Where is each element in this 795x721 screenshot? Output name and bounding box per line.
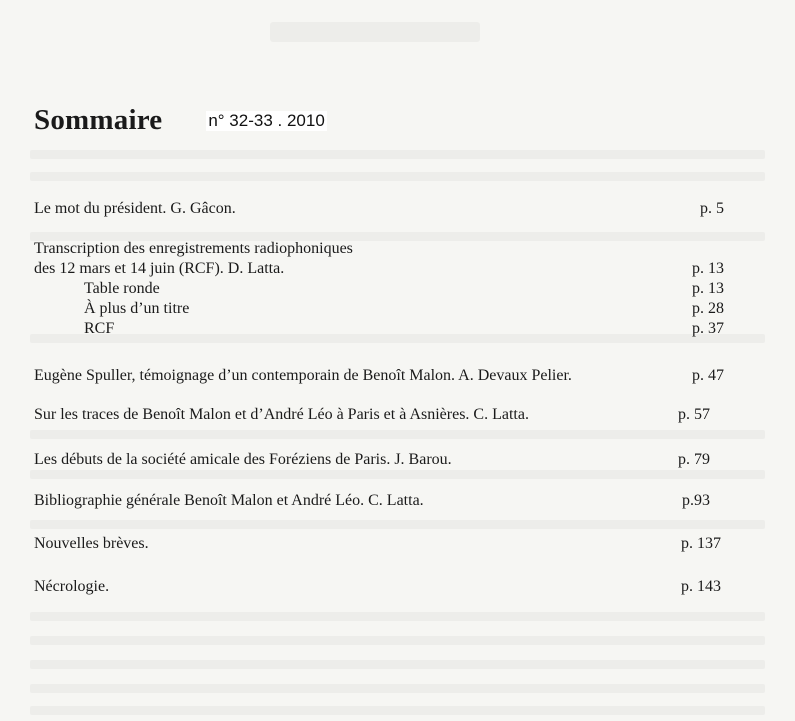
toc-entry-title: Nécrologie. <box>34 578 110 595</box>
bleed-through-line <box>30 660 765 669</box>
toc-entry-title: Transcription des enregistrements radiophoniques <box>34 240 353 257</box>
toc-subitem <box>34 299 724 319</box>
toc-entry-title: Les débuts de la société amicale des Foréziens de Paris. J. Barou. <box>34 451 452 468</box>
toc-header <box>34 104 327 137</box>
toc-entry <box>34 577 721 597</box>
toc-entry-title: Sur les traces de Benoît Malon et d’André Léo à Paris et à Asnières. C. Latta. <box>34 406 529 423</box>
bleed-through-line <box>30 470 765 479</box>
toc-subitem-title: À plus d’un titre <box>84 300 190 317</box>
toc-entry-title: Eugène Spuller, témoignage d’un contemporain de Benoît Malon. A. Devaux Pelier. <box>34 367 572 384</box>
bleed-through-line <box>30 150 765 159</box>
toc-subitem-page: p. 28 <box>692 300 724 317</box>
toc-entry <box>34 405 710 425</box>
bleed-through-line <box>30 684 765 693</box>
toc-entry-page: p. 47 <box>692 367 724 384</box>
toc-subitem-title: Table ronde <box>84 280 160 297</box>
toc-entry-page: p. 143 <box>681 578 721 595</box>
toc-subitem <box>34 279 724 299</box>
toc-entry <box>34 366 724 386</box>
toc-entry-page: p. 57 <box>678 406 710 423</box>
toc-entry <box>34 199 724 219</box>
toc-entry-title: Nouvelles brèves. <box>34 535 149 552</box>
bleed-through-line <box>30 520 765 529</box>
bleed-through-line <box>30 636 765 645</box>
page-title: Sommaire <box>34 104 163 136</box>
bleed-through-line <box>30 612 765 621</box>
bleed-through-title <box>270 22 480 42</box>
toc-entry <box>34 239 724 339</box>
toc-entry-page: p. 137 <box>681 535 721 552</box>
toc-entry-title: Bibliographie générale Benoît Malon et André Léo. C. Latta. <box>34 492 424 509</box>
toc-entry-page: p. 79 <box>678 451 710 468</box>
bleed-through-line <box>30 172 765 181</box>
toc-subitem-page: p. 37 <box>692 320 724 337</box>
issue-number: n° 32-33 . 2010 <box>208 111 325 130</box>
toc-entry-title-continued: des 12 mars et 14 juin (RCF). D. Latta. <box>34 260 285 277</box>
toc-entry <box>34 534 721 554</box>
toc-subitem-title: RCF <box>84 320 115 337</box>
bleed-through-line <box>30 706 765 715</box>
toc-entry-page: p. 13 <box>692 260 724 277</box>
toc-entry-page: p.93 <box>682 492 710 509</box>
toc-subitem <box>34 319 724 339</box>
toc-subitem-page: p. 13 <box>692 280 724 297</box>
toc-entry <box>34 491 710 511</box>
toc-entry <box>34 450 710 470</box>
toc-entry-title: Le mot du président. G. Gâcon. <box>34 200 236 217</box>
toc-entry-page: p. 5 <box>700 200 724 217</box>
bleed-through-line <box>30 430 765 439</box>
